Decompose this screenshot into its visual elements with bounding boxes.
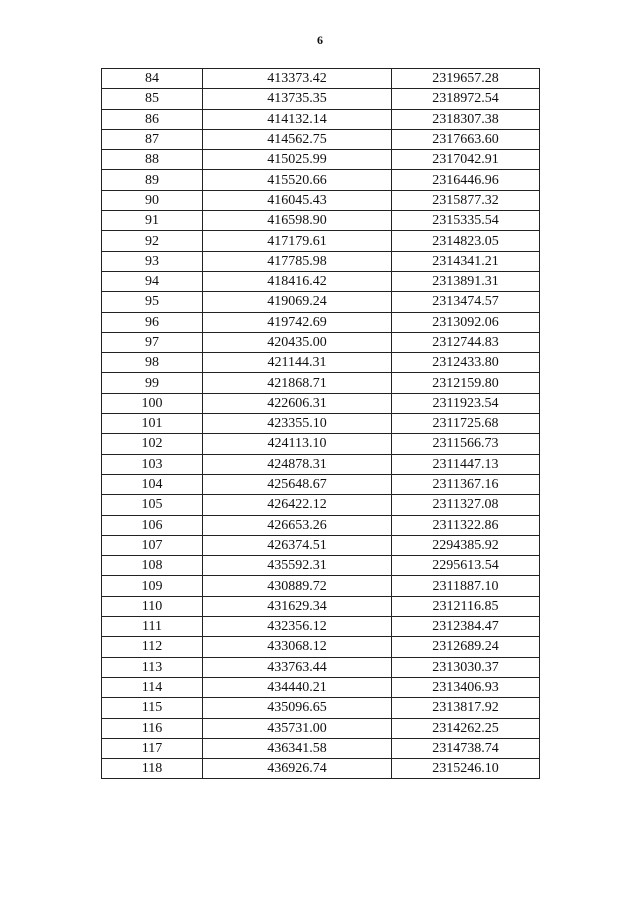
point-id-cell: 111 bbox=[102, 617, 203, 637]
table-row bbox=[102, 332, 540, 352]
table-row bbox=[102, 353, 540, 373]
x-coordinate-cell: 431629.34 bbox=[203, 596, 392, 616]
point-id-cell: 96 bbox=[102, 312, 203, 332]
y-coordinate-cell: 2311566.73 bbox=[392, 434, 540, 454]
coordinate-table-body bbox=[102, 69, 540, 779]
table-row bbox=[102, 495, 540, 515]
y-coordinate-cell: 2311367.16 bbox=[392, 474, 540, 494]
table-row bbox=[102, 596, 540, 616]
point-id-cell: 118 bbox=[102, 759, 203, 779]
point-id-cell: 115 bbox=[102, 698, 203, 718]
y-coordinate-cell: 2314341.21 bbox=[392, 251, 540, 271]
x-coordinate-cell: 435731.00 bbox=[203, 718, 392, 738]
point-id-cell: 112 bbox=[102, 637, 203, 657]
y-coordinate-cell: 2312433.80 bbox=[392, 353, 540, 373]
y-coordinate-cell: 2295613.54 bbox=[392, 556, 540, 576]
y-coordinate-cell: 2311322.86 bbox=[392, 515, 540, 535]
x-coordinate-cell: 433763.44 bbox=[203, 657, 392, 677]
table-row bbox=[102, 89, 540, 109]
y-coordinate-cell: 2313092.06 bbox=[392, 312, 540, 332]
x-coordinate-cell: 422606.31 bbox=[203, 393, 392, 413]
table-row bbox=[102, 393, 540, 413]
table-row bbox=[102, 434, 540, 454]
y-coordinate-cell: 2311923.54 bbox=[392, 393, 540, 413]
x-coordinate-cell: 419069.24 bbox=[203, 292, 392, 312]
table-row bbox=[102, 657, 540, 677]
y-coordinate-cell: 2317042.91 bbox=[392, 150, 540, 170]
y-coordinate-cell: 2313406.93 bbox=[392, 677, 540, 697]
x-coordinate-cell: 435592.31 bbox=[203, 556, 392, 576]
point-id-cell: 103 bbox=[102, 454, 203, 474]
x-coordinate-cell: 432356.12 bbox=[203, 617, 392, 637]
point-id-cell: 92 bbox=[102, 231, 203, 251]
table-row bbox=[102, 576, 540, 596]
point-id-cell: 114 bbox=[102, 677, 203, 697]
y-coordinate-cell: 2311327.08 bbox=[392, 495, 540, 515]
y-coordinate-cell: 2315877.32 bbox=[392, 190, 540, 210]
x-coordinate-cell: 426653.26 bbox=[203, 515, 392, 535]
y-coordinate-cell: 2313030.37 bbox=[392, 657, 540, 677]
x-coordinate-cell: 414562.75 bbox=[203, 129, 392, 149]
x-coordinate-cell: 415025.99 bbox=[203, 150, 392, 170]
table-row bbox=[102, 535, 540, 555]
point-id-cell: 89 bbox=[102, 170, 203, 190]
point-id-cell: 94 bbox=[102, 271, 203, 291]
table-row bbox=[102, 637, 540, 657]
table-row bbox=[102, 129, 540, 149]
y-coordinate-cell: 2314262.25 bbox=[392, 718, 540, 738]
table-row bbox=[102, 170, 540, 190]
x-coordinate-cell: 424878.31 bbox=[203, 454, 392, 474]
point-id-cell: 108 bbox=[102, 556, 203, 576]
y-coordinate-cell: 2311447.13 bbox=[392, 454, 540, 474]
point-id-cell: 102 bbox=[102, 434, 203, 454]
x-coordinate-cell: 417179.61 bbox=[203, 231, 392, 251]
point-id-cell: 97 bbox=[102, 332, 203, 352]
point-id-cell: 87 bbox=[102, 129, 203, 149]
coordinate-table bbox=[101, 68, 540, 779]
y-coordinate-cell: 2318972.54 bbox=[392, 89, 540, 109]
table-row bbox=[102, 211, 540, 231]
y-coordinate-cell: 2314823.05 bbox=[392, 231, 540, 251]
y-coordinate-cell: 2311887.10 bbox=[392, 576, 540, 596]
x-coordinate-cell: 418416.42 bbox=[203, 271, 392, 291]
point-id-cell: 100 bbox=[102, 393, 203, 413]
page-number: 6 bbox=[317, 33, 323, 47]
x-coordinate-cell: 425648.67 bbox=[203, 474, 392, 494]
y-coordinate-cell: 2318307.38 bbox=[392, 109, 540, 129]
y-coordinate-cell: 2313891.31 bbox=[392, 271, 540, 291]
point-id-cell: 98 bbox=[102, 353, 203, 373]
point-id-cell: 101 bbox=[102, 414, 203, 434]
x-coordinate-cell: 414132.14 bbox=[203, 109, 392, 129]
table-row bbox=[102, 150, 540, 170]
y-coordinate-cell: 2311725.68 bbox=[392, 414, 540, 434]
table-row bbox=[102, 515, 540, 535]
x-coordinate-cell: 435096.65 bbox=[203, 698, 392, 718]
x-coordinate-cell: 433068.12 bbox=[203, 637, 392, 657]
table-row bbox=[102, 718, 540, 738]
y-coordinate-cell: 2316446.96 bbox=[392, 170, 540, 190]
table-row bbox=[102, 109, 540, 129]
table-row bbox=[102, 617, 540, 637]
x-coordinate-cell: 423355.10 bbox=[203, 414, 392, 434]
table-row bbox=[102, 759, 540, 779]
point-id-cell: 104 bbox=[102, 474, 203, 494]
table-row bbox=[102, 556, 540, 576]
table-row bbox=[102, 69, 540, 89]
y-coordinate-cell: 2313817.92 bbox=[392, 698, 540, 718]
y-coordinate-cell: 2312116.85 bbox=[392, 596, 540, 616]
point-id-cell: 113 bbox=[102, 657, 203, 677]
x-coordinate-cell: 436926.74 bbox=[203, 759, 392, 779]
y-coordinate-cell: 2319657.28 bbox=[392, 69, 540, 89]
point-id-cell: 107 bbox=[102, 535, 203, 555]
table-row bbox=[102, 231, 540, 251]
table-row bbox=[102, 738, 540, 758]
x-coordinate-cell: 417785.98 bbox=[203, 251, 392, 271]
y-coordinate-cell: 2313474.57 bbox=[392, 292, 540, 312]
table-row bbox=[102, 474, 540, 494]
point-id-cell: 106 bbox=[102, 515, 203, 535]
table-row bbox=[102, 373, 540, 393]
y-coordinate-cell: 2317663.60 bbox=[392, 129, 540, 149]
x-coordinate-cell: 436341.58 bbox=[203, 738, 392, 758]
point-id-cell: 84 bbox=[102, 69, 203, 89]
point-id-cell: 116 bbox=[102, 718, 203, 738]
table-row bbox=[102, 271, 540, 291]
point-id-cell: 110 bbox=[102, 596, 203, 616]
x-coordinate-cell: 421144.31 bbox=[203, 353, 392, 373]
point-id-cell: 93 bbox=[102, 251, 203, 271]
point-id-cell: 109 bbox=[102, 576, 203, 596]
point-id-cell: 90 bbox=[102, 190, 203, 210]
x-coordinate-cell: 426422.12 bbox=[203, 495, 392, 515]
point-id-cell: 117 bbox=[102, 738, 203, 758]
point-id-cell: 86 bbox=[102, 109, 203, 129]
y-coordinate-cell: 2294385.92 bbox=[392, 535, 540, 555]
y-coordinate-cell: 2312159.80 bbox=[392, 373, 540, 393]
x-coordinate-cell: 421868.71 bbox=[203, 373, 392, 393]
point-id-cell: 105 bbox=[102, 495, 203, 515]
x-coordinate-cell: 413735.35 bbox=[203, 89, 392, 109]
x-coordinate-cell: 426374.51 bbox=[203, 535, 392, 555]
x-coordinate-cell: 415520.66 bbox=[203, 170, 392, 190]
y-coordinate-cell: 2314738.74 bbox=[392, 738, 540, 758]
table-row bbox=[102, 698, 540, 718]
table-row bbox=[102, 292, 540, 312]
point-id-cell: 85 bbox=[102, 89, 203, 109]
x-coordinate-cell: 424113.10 bbox=[203, 434, 392, 454]
point-id-cell: 99 bbox=[102, 373, 203, 393]
y-coordinate-cell: 2312384.47 bbox=[392, 617, 540, 637]
y-coordinate-cell: 2315335.54 bbox=[392, 211, 540, 231]
x-coordinate-cell: 416045.43 bbox=[203, 190, 392, 210]
x-coordinate-cell: 416598.90 bbox=[203, 211, 392, 231]
x-coordinate-cell: 430889.72 bbox=[203, 576, 392, 596]
table-row bbox=[102, 251, 540, 271]
y-coordinate-cell: 2315246.10 bbox=[392, 759, 540, 779]
point-id-cell: 91 bbox=[102, 211, 203, 231]
table-row bbox=[102, 190, 540, 210]
x-coordinate-cell: 420435.00 bbox=[203, 332, 392, 352]
table-row bbox=[102, 677, 540, 697]
x-coordinate-cell: 413373.42 bbox=[203, 69, 392, 89]
x-coordinate-cell: 419742.69 bbox=[203, 312, 392, 332]
table-row bbox=[102, 414, 540, 434]
table-row bbox=[102, 454, 540, 474]
point-id-cell: 95 bbox=[102, 292, 203, 312]
y-coordinate-cell: 2312744.83 bbox=[392, 332, 540, 352]
x-coordinate-cell: 434440.21 bbox=[203, 677, 392, 697]
point-id-cell: 88 bbox=[102, 150, 203, 170]
y-coordinate-cell: 2312689.24 bbox=[392, 637, 540, 657]
table-row bbox=[102, 312, 540, 332]
